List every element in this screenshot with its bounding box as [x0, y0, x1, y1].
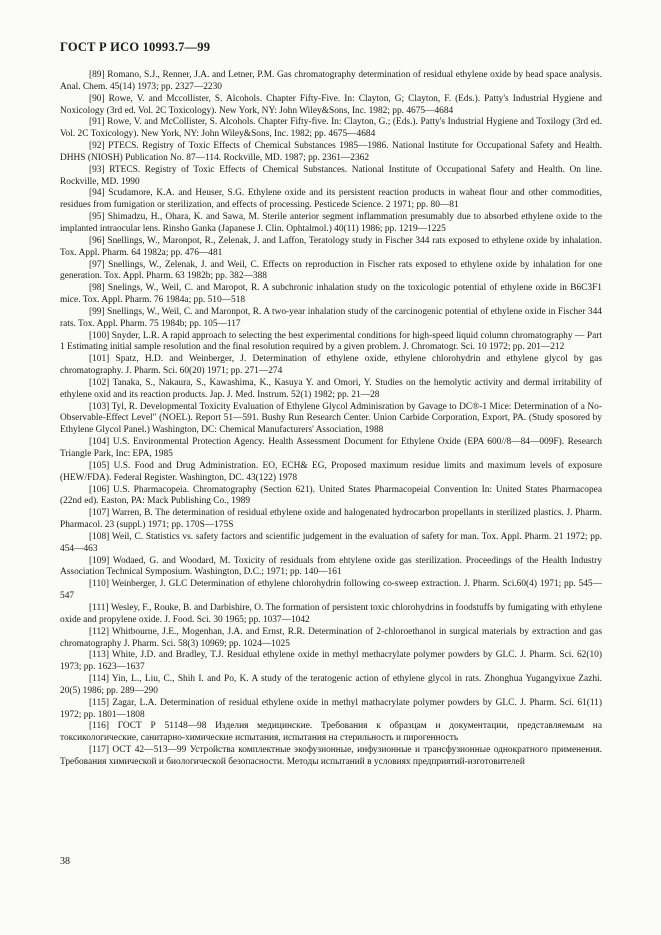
- reference-item: [90] Rowe, V. and Mccollister, S. Alcohols. Chapter Fifty-Five. In: Clayton, G; Clayton, F. (Eds.). Patty's Industrial Hygiene and Noxicology (3rd ed. Vol. 2C Toxicology). New York, NY: John Wiley&Sons, Inc. 1982; pp. 4675—4684: [60, 93, 602, 116]
- reference-item: [105] U.S. Food and Drug Administration. EO, ECH& EG, Proposed maximum residue limits and maximum levels of exposure (HEW/FDA). Federal Register. Washington, DC. 43(122) 1978: [60, 460, 602, 483]
- reference-item: [97] Snellings, W., Zelenak, J. and Weil, C. Effects on reproduction in Fischer rats exposed to ethylene oxide by inhalation for one generation. Tox. Appl. Pharm. 63 1982b; pp. 382—388: [60, 259, 602, 282]
- reference-item: [96] Snellings, W., Maronpot, R., Zelenak, J. and Laffon, Teratology study in Fischer 344 rats exposed to ethylene oxide by inhalation. Tox. Appl. Pharm. 64 1982a; pp. 476—481: [60, 235, 602, 258]
- reference-item: [104] U.S. Environmental Protection Agency. Health Assessment Document for Ethylene Oxide (EPA 600//8—84—009F). Research Triangle Park, Inc: EPA, 1985: [60, 437, 602, 459]
- reference-list: [60, 70, 602, 769]
- standard-header: ГОСТ Р ИСО 10993.7—99: [60, 40, 211, 54]
- reference-item: [106] U.S. Pharmacopeia. Chromatography (Section 621). United States Pharmacopeial Convention In: United States Pharmacopea (22nd ed). Easton, PA: Mack Publishing Co., 1989: [60, 484, 602, 507]
- page-number: 38: [60, 856, 70, 867]
- reference-item: [103] Tyl, R. Developmental Toxicity Evaluation of Ethylene Glycol Adminisration by Gavage to DC®-1 Mice: Determination of a No-Observable-Effect Level" (NOEL). Report 51—591. Bushy Run Research Center. Union Carbide Corporation, Export, PA. (Study sposored by Ethylene Glycol Panel.) Washington, DC: Chemical Manufacturers' Association, 1988: [60, 401, 602, 436]
- reference-item: [110] Weinberger, J. GLC Determination of ethylene chlorohydrin following co-sweep extraction. J. Pharm. Sci.60(4) 1971; pp. 545—547: [60, 579, 602, 602]
- reference-item: [117] ОСТ 42—513—99 Устройства комплектные экофузионные, инфузионные и трансфузионные однократного применения. Требования химической и биологической безопасности. Методы испытаний в условиях предприятий-изготовителей: [60, 745, 602, 767]
- reference-item: [114] Yin, L., Liu, C., Shih I. and Po, K. A study of the teratogenic action of ethylene glycol in rats. Zhonghua Yugangyixue Zazhi. 20(5) 1986; pp. 289—290: [60, 674, 602, 696]
- reference-item: [115] Zagar, L.A. Determination of residual ethylene oxide in methyl mathacrylate polymer powders by GLC. J. Pharm. Sci. 61(11) 1972; pp. 1801—1808: [60, 697, 602, 720]
- reference-item: [112] Whitbourne, J.E., Mogenhan, J.A. and Ernst, R.R. Determination of 2-chloroethanol in surgical materials by extraction and gas chromatography J. Pharm. Sci. 58(3) 10969; pp. 1024—1025: [60, 626, 602, 649]
- reference-item: [111] Wesley, F., Rouke, B. and Darbishire, O. The formation of persistent toxic chlorohydrins in foodstuffs by fumigating with ethylene oxide and propylene oxide. J. Food. Sci. 30 1965; pp. 1037—1042: [60, 602, 602, 625]
- reference-item: [101] Spatz, H.D. and Weinberger, J. Determination of ethylene oxide, ethylene chlorohydrin and ethylene glycol by gas chromatography. J. Pharm. Sci. 60(20) 1971; pp. 271—274: [60, 354, 602, 377]
- reference-item: [99] Snellings, W., Weil, C. and Maronpot, R. A two-year inhalation study of the carcinogenic potential of ethylene oxide in Fischer 344 rats. Tox. Appl. Pharm. 75 1984b; pp. 105—117: [60, 306, 602, 329]
- reference-item: [94] Scudamore, K.A. and Heuser, S.G. Ethylene oxide and its persistent reaction products in waheat flour and other commodities, residues from fumigation or sterilization, and effects of processing. Pesticede Science. 2 1971; pp. 80—81: [60, 188, 602, 211]
- reference-item: [93] RTECS. Registry of Toxic Effects of Chemical Substances. National Institute of Occupational Safety and Health. On line. Rockville, MD. 1990: [60, 164, 602, 187]
- reference-item: [91] Rowe, V. and McCollister, S. Alcohols. Chapter Fifty-five. In: Clayton, G.; (Eds.). Patty's Industrial Hygiene and Toxilogy (3rd ed. Vol. 2C Toxicology). New York, NY: John Wiley&Sons, Inc. 1982; pp. 4675—4684: [60, 117, 602, 140]
- reference-item: [108] Weil, C. Statistics vs. safety factors and scientific judgement in the evaluation of safety for man. Tox. Appl. Pharm. 21 1972; pp. 454—463: [60, 531, 602, 554]
- reference-item: [95] Shimadzu, H., Ohara, K. and Sawa, M. Sterile anterior segment inflammation presumably due to absorbed ethylene oxide to the implanted intraocular lens. Rinsho Ganka (Japanese J. Clin. Ophtalmol.) 40(11) 1986; pp. 1219—1225: [60, 212, 602, 234]
- reference-item: [100] Snyder, L.R. A rapid approach to selecting the best experimental conditions for high-speed liquid column chromatography — Part 1 Estimating initial sample resolution and the final resolution required by a given problem. J. Chromatogr. Sci. 10 1972; pp. 201—212: [60, 330, 602, 353]
- reference-item: [107] Warren, B. The determination of residual ethylene oxide and halogenated hydrocarbon propellants in sterilized plastics. J. Pharm. Pharmacol. 23 (suppl.) 1971; pp. 170S—175S: [60, 508, 602, 531]
- reference-item: [98] Snelings, W., Weil, C. and Maropot, R. A subchronic inhalation study on the toxicologic potential of ethylene oxide in B6C3F1 mice. Tox. Appl. Pharm. 76 1984a; pp. 510—518: [60, 283, 602, 306]
- reference-item: [113] White, J.D. and Bradley, T.J. Residual ethylene oxide in methyl methacrylate polymer powders by GLC. J. Pharm. Sci. 62(10) 1973; pp. 1623—1637: [60, 650, 602, 673]
- reference-item: [116] ГОСТ Р 51148—98 Изделия медицинские. Требования к образцам и документации, представляемым на токсикологические, санитарно-химические испытания, испытания на стерильность и пирогенность: [60, 721, 602, 744]
- reference-item: [89] Romano, S.J., Renner, J.A. and Letner, P.M. Gas chromatography determination of residual ethylene oxide by head space analysis. Anal. Chem. 45(14) 1973; pp. 2327—2230: [60, 70, 602, 92]
- reference-item: [92] PTECS. Registry of Toxic Effects of Chemical Substances 1985—1986. National Institute for Occupational Safety and Health. DHHS (NIOSH) Publication No. 87—114. Rockville, MD. 1987; pp. 2361—2362: [60, 141, 602, 163]
- reference-item: [102] Tanaka, S., Nakaura, S., Kawashima, K., Kasuya Y. and Omori, Y. Studies on the hemolytic activity and dermal irritability of ethylene oxid and its reaction products. Jap. J. Med. Instrum. 52(1) 1982; pp. 21—28: [60, 377, 602, 400]
- reference-item: [109] Wodaed, G. and Woodard, M. Toxicity of residuals from ehtylene oxide gas sterilization. Proceedings of the Health Industry Association Technical Symposium. Washington, D.C.; 1971; pp. 140—161: [60, 555, 602, 578]
